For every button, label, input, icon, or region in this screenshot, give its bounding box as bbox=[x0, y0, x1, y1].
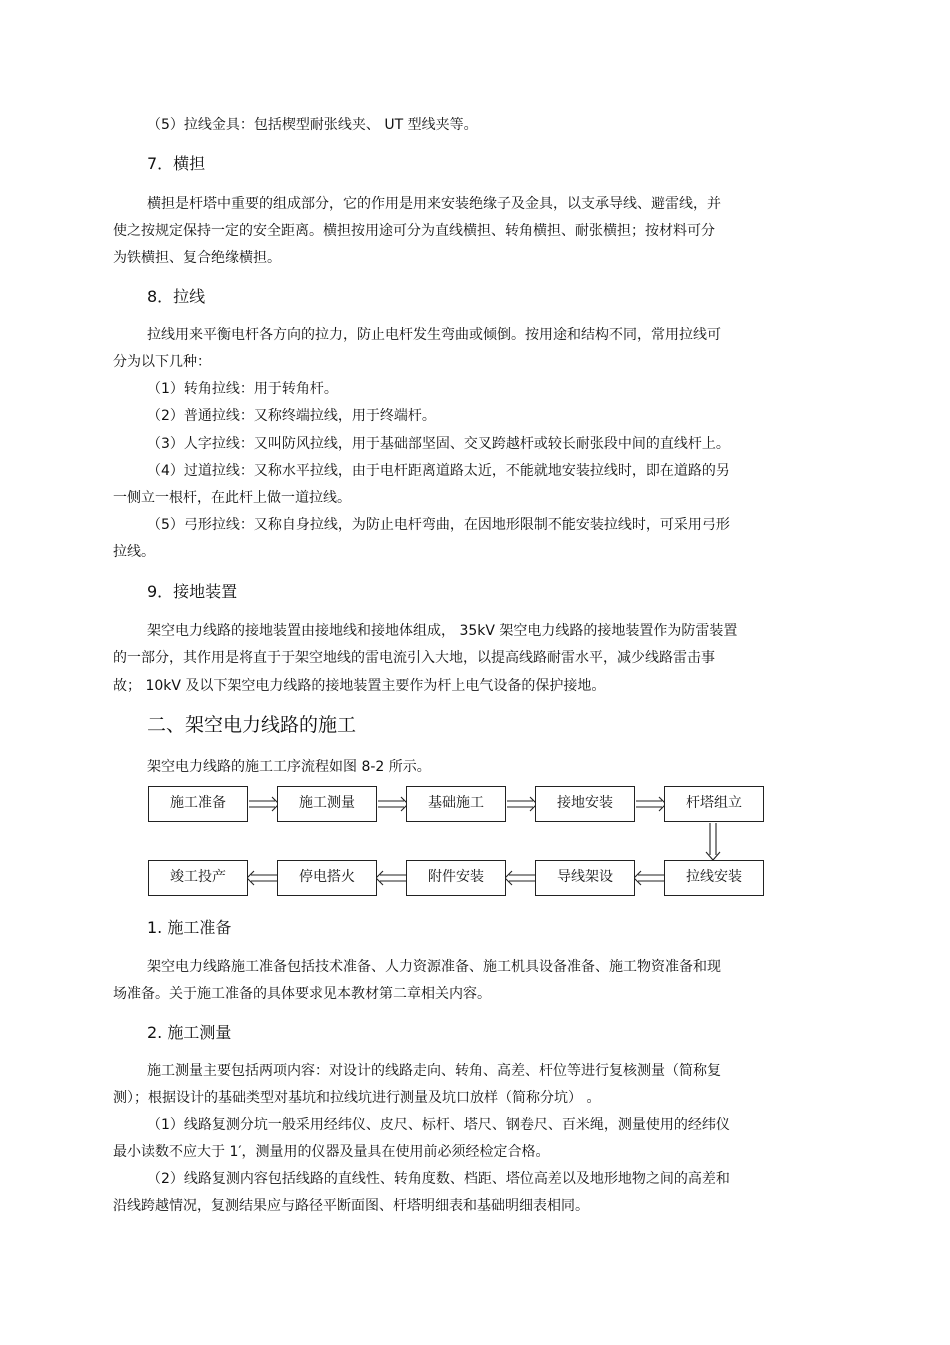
subsection-1-line: 架空电力线路施工准备包括技术准备、人力资源准备、施工机具设备准备、施工物资准备和现 bbox=[147, 959, 721, 975]
arrow-left-icon bbox=[247, 871, 277, 885]
part-2-intro: 架空电力线路的施工工序流程如图 8-2 所示。 bbox=[147, 759, 431, 775]
section-8-line: （4）过道拉线：又称水平拉线，由于电杆距离道路太近，不能就地安装拉线时，即在道路的另 bbox=[147, 463, 730, 479]
section-7-line: 横担是杆塔中重要的组成部分，它的作用是用来安装绝缘子及金具，以支承导线、避雷线，并 bbox=[147, 196, 721, 212]
section-8-line: 一侧立一根杆，在此杆上做一道拉线。 bbox=[113, 490, 351, 506]
arrow-right-icon bbox=[507, 797, 537, 811]
subsection-2-line: 测）；根据设计的基础类型对基坑和拉线坑进行测量及坑口放样（简称分坑） 。 bbox=[113, 1090, 601, 1106]
flow-step-tower: 杆塔组立 bbox=[664, 786, 764, 822]
flow-step-connect: 停电搭火 bbox=[277, 860, 377, 896]
flow-step-commission: 竣工投产 bbox=[148, 860, 248, 896]
arrow-right-icon bbox=[378, 797, 408, 811]
subsection-2-line: （2）线路复测内容包括线路的直线性、转角度数、档距、塔位高差以及地形地物之间的高差和 bbox=[147, 1171, 730, 1187]
arrow-right-icon bbox=[636, 797, 666, 811]
flow-step-accessory: 附件安装 bbox=[406, 860, 506, 896]
section-8-line: 拉线。 bbox=[113, 544, 155, 560]
section-8-line: 拉线用来平衡电杆各方向的拉力，防止电杆发生弯曲或倾倒。按用途和结构不同，常用拉线可 bbox=[147, 327, 721, 343]
fitting-item-5: （5）拉线金具：包括楔型耐张线夹、 UT 型线夹等。 bbox=[147, 117, 478, 133]
section-7-line: 使之按规定保持一定的安全距离。横担按用途可分为直线横担、转角横担、耐张横担；按材料可分 bbox=[113, 223, 715, 239]
section-8-line: （1）转角拉线：用于转角杆。 bbox=[147, 381, 338, 397]
subsection-2-line: 沿线跨越情况，复测结果应与路径平断面图、杆塔明细表和基础明细表相同。 bbox=[113, 1198, 589, 1214]
section-9-line: 架空电力线路的接地装置由接地线和接地体组成， 35kV 架空电力线路的接地装置作为防雷装置 bbox=[147, 623, 738, 639]
arrow-down-icon bbox=[706, 823, 720, 860]
section-8-line: （3）人字拉线：又叫防风拉线，用于基础部坚固、交叉跨越杆或较长耐张段中间的直线杆上。 bbox=[147, 436, 730, 452]
arrow-left-icon bbox=[505, 871, 535, 885]
flow-step-guywire: 拉线安装 bbox=[664, 860, 764, 896]
section-8-line: （2）普通拉线：又称终端拉线，用于终端杆。 bbox=[147, 408, 436, 424]
subsection-1-line: 场准备。关于施工准备的具体要求见本教材第二章相关内容。 bbox=[113, 986, 491, 1002]
section-9-line: 故； 10kV 及以下架空电力线路的接地装置主要作为杆上电气设备的保护接地。 bbox=[113, 678, 606, 694]
flow-step-stringing: 导线架设 bbox=[535, 860, 635, 896]
flow-step-survey: 施工测量 bbox=[277, 786, 377, 822]
flow-step-foundation: 基础施工 bbox=[406, 786, 506, 822]
subsection-2-line: 最小读数不应大于 1′，测量用的仪器及量具在使用前必须经检定合格。 bbox=[113, 1144, 550, 1160]
subsection-1-heading: 1. 施工准备 bbox=[147, 918, 232, 937]
section-8-line: 分为以下几种： bbox=[113, 354, 211, 370]
arrow-left-icon bbox=[376, 871, 406, 885]
section-9-line: 的一部分，其作用是将直于于架空地线的雷电流引入大地，以提高线路耐雷水平，减少线路雷击事 bbox=[113, 650, 715, 666]
section-7-line: 为铁横担、复合绝缘横担。 bbox=[113, 250, 281, 266]
arrow-right-icon bbox=[249, 797, 279, 811]
arrow-left-icon bbox=[634, 871, 664, 885]
part-2-heading: 二、架空电力线路的施工 bbox=[147, 714, 357, 736]
subsection-2-line: （1）线路复测分坑一般采用经纬仪、皮尺、标杆、塔尺、钢卷尺、百米绳，测量使用的经纬仪 bbox=[147, 1117, 730, 1133]
section-7-heading: 7．横担 bbox=[147, 154, 206, 173]
flow-step-grounding: 接地安装 bbox=[535, 786, 635, 822]
section-9-heading: 9．接地装置 bbox=[147, 582, 238, 601]
subsection-2-heading: 2. 施工测量 bbox=[147, 1023, 232, 1042]
subsection-2-line: 施工测量主要包括两项内容：对设计的线路走向、转角、高差、杆位等进行复核测量（简称复 bbox=[147, 1063, 721, 1079]
section-8-line: （5）弓形拉线：又称自身拉线，为防止电杆弯曲，在因地形限制不能安装拉线时，可采用弓形 bbox=[147, 517, 730, 533]
section-8-heading: 8．拉线 bbox=[147, 287, 206, 306]
flow-step-prepare: 施工准备 bbox=[148, 786, 248, 822]
